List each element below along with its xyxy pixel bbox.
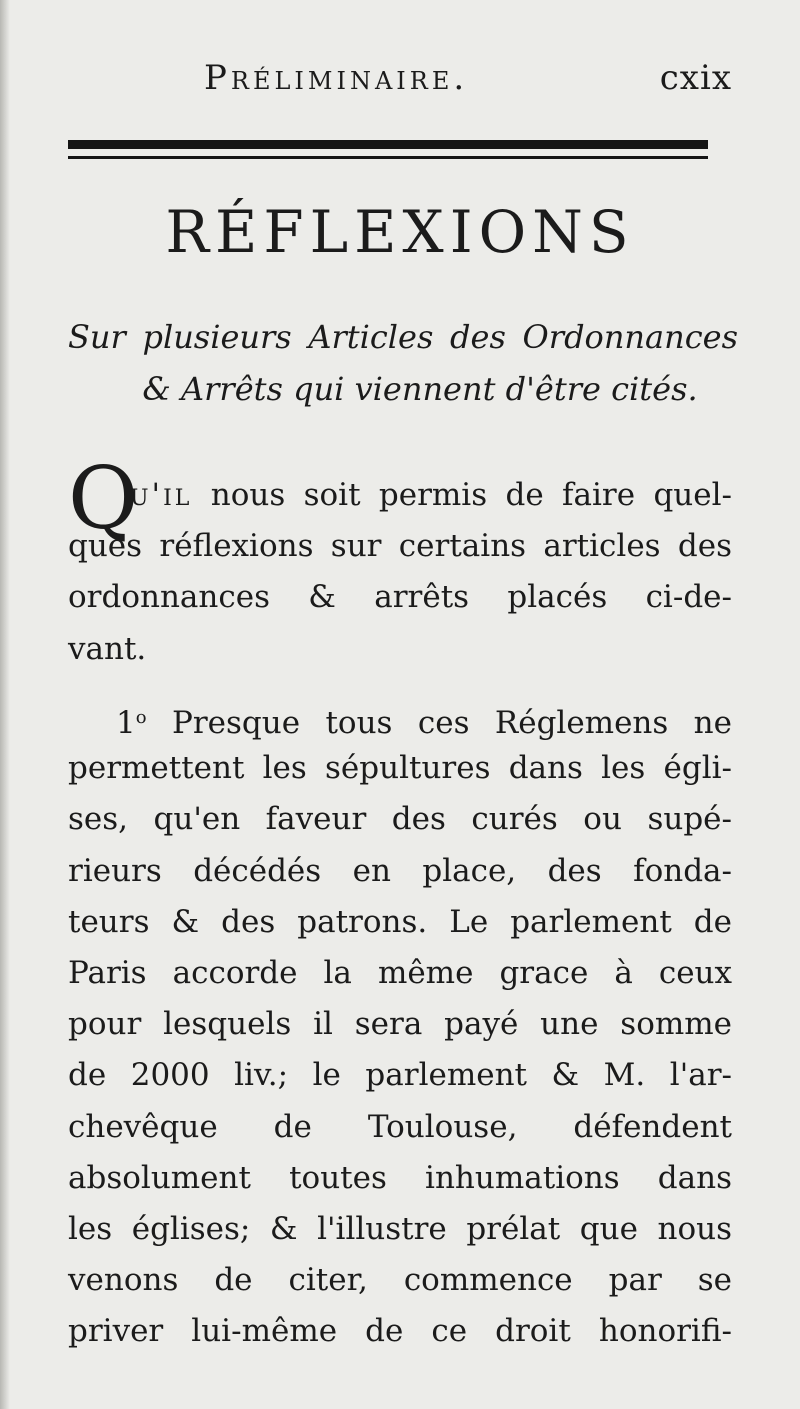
text-line: teurs & des patrons. Le parlement de [68, 903, 732, 940]
text-line: de 2000 liv.; le parlement & M. l'ar- [68, 1057, 732, 1094]
text-line: priver lui-même de ce droit honorifi- [68, 1313, 732, 1350]
text-line: ques réflexions sur certains articles des [68, 528, 732, 565]
text-fragment: Presque tous ces Réglemens ne [146, 705, 732, 741]
text-line: ordonnances & arrêts placés ci-de- [68, 579, 732, 616]
text-line [68, 470, 732, 521]
drop-capital: Q [68, 449, 139, 549]
text-line: pour lesquels il sera payé une somme [68, 1006, 732, 1043]
article-number: 1 [116, 705, 136, 741]
paragraph-article-1 [68, 692, 732, 1357]
thin-rule [68, 156, 708, 159]
subtitle-line-2: & Arrêts qui viennent d'être cités. [142, 370, 698, 408]
text-line: venons de citer, commence par se [68, 1262, 732, 1299]
text-line: Paris accorde la même grace à ceux [68, 954, 732, 991]
text-fragment: nous soit permis de faire quel- [192, 477, 732, 513]
section-title: RÉFLEXIONS [165, 198, 635, 266]
text-line: rieurs décédés en place, des fonda- [68, 852, 732, 889]
running-title: Préliminaire. [204, 58, 469, 98]
text-line: vant. [68, 630, 147, 667]
small-caps-word: u'il [130, 477, 193, 513]
double-rule-divider [68, 140, 708, 164]
text-line: chevêque de Toulouse, défendent [68, 1108, 732, 1145]
text-line: ses, qu'en faveur des curés ou supé- [68, 801, 732, 838]
text-line [68, 692, 732, 743]
ordinal-mark: o [135, 707, 147, 728]
subtitle-line-1: Sur plusieurs Articles des Ordonnances [68, 318, 738, 356]
text-line: les églises; & l'illustre prélat que nous [68, 1210, 732, 1247]
text-line: absolument toutes inhumations dans [68, 1159, 732, 1196]
page-number: cxix [659, 58, 732, 98]
running-head [68, 48, 732, 108]
paragraph-intro [68, 449, 732, 675]
text-line: permettent les sépultures dans les égli- [68, 750, 732, 787]
thick-rule [68, 140, 708, 149]
